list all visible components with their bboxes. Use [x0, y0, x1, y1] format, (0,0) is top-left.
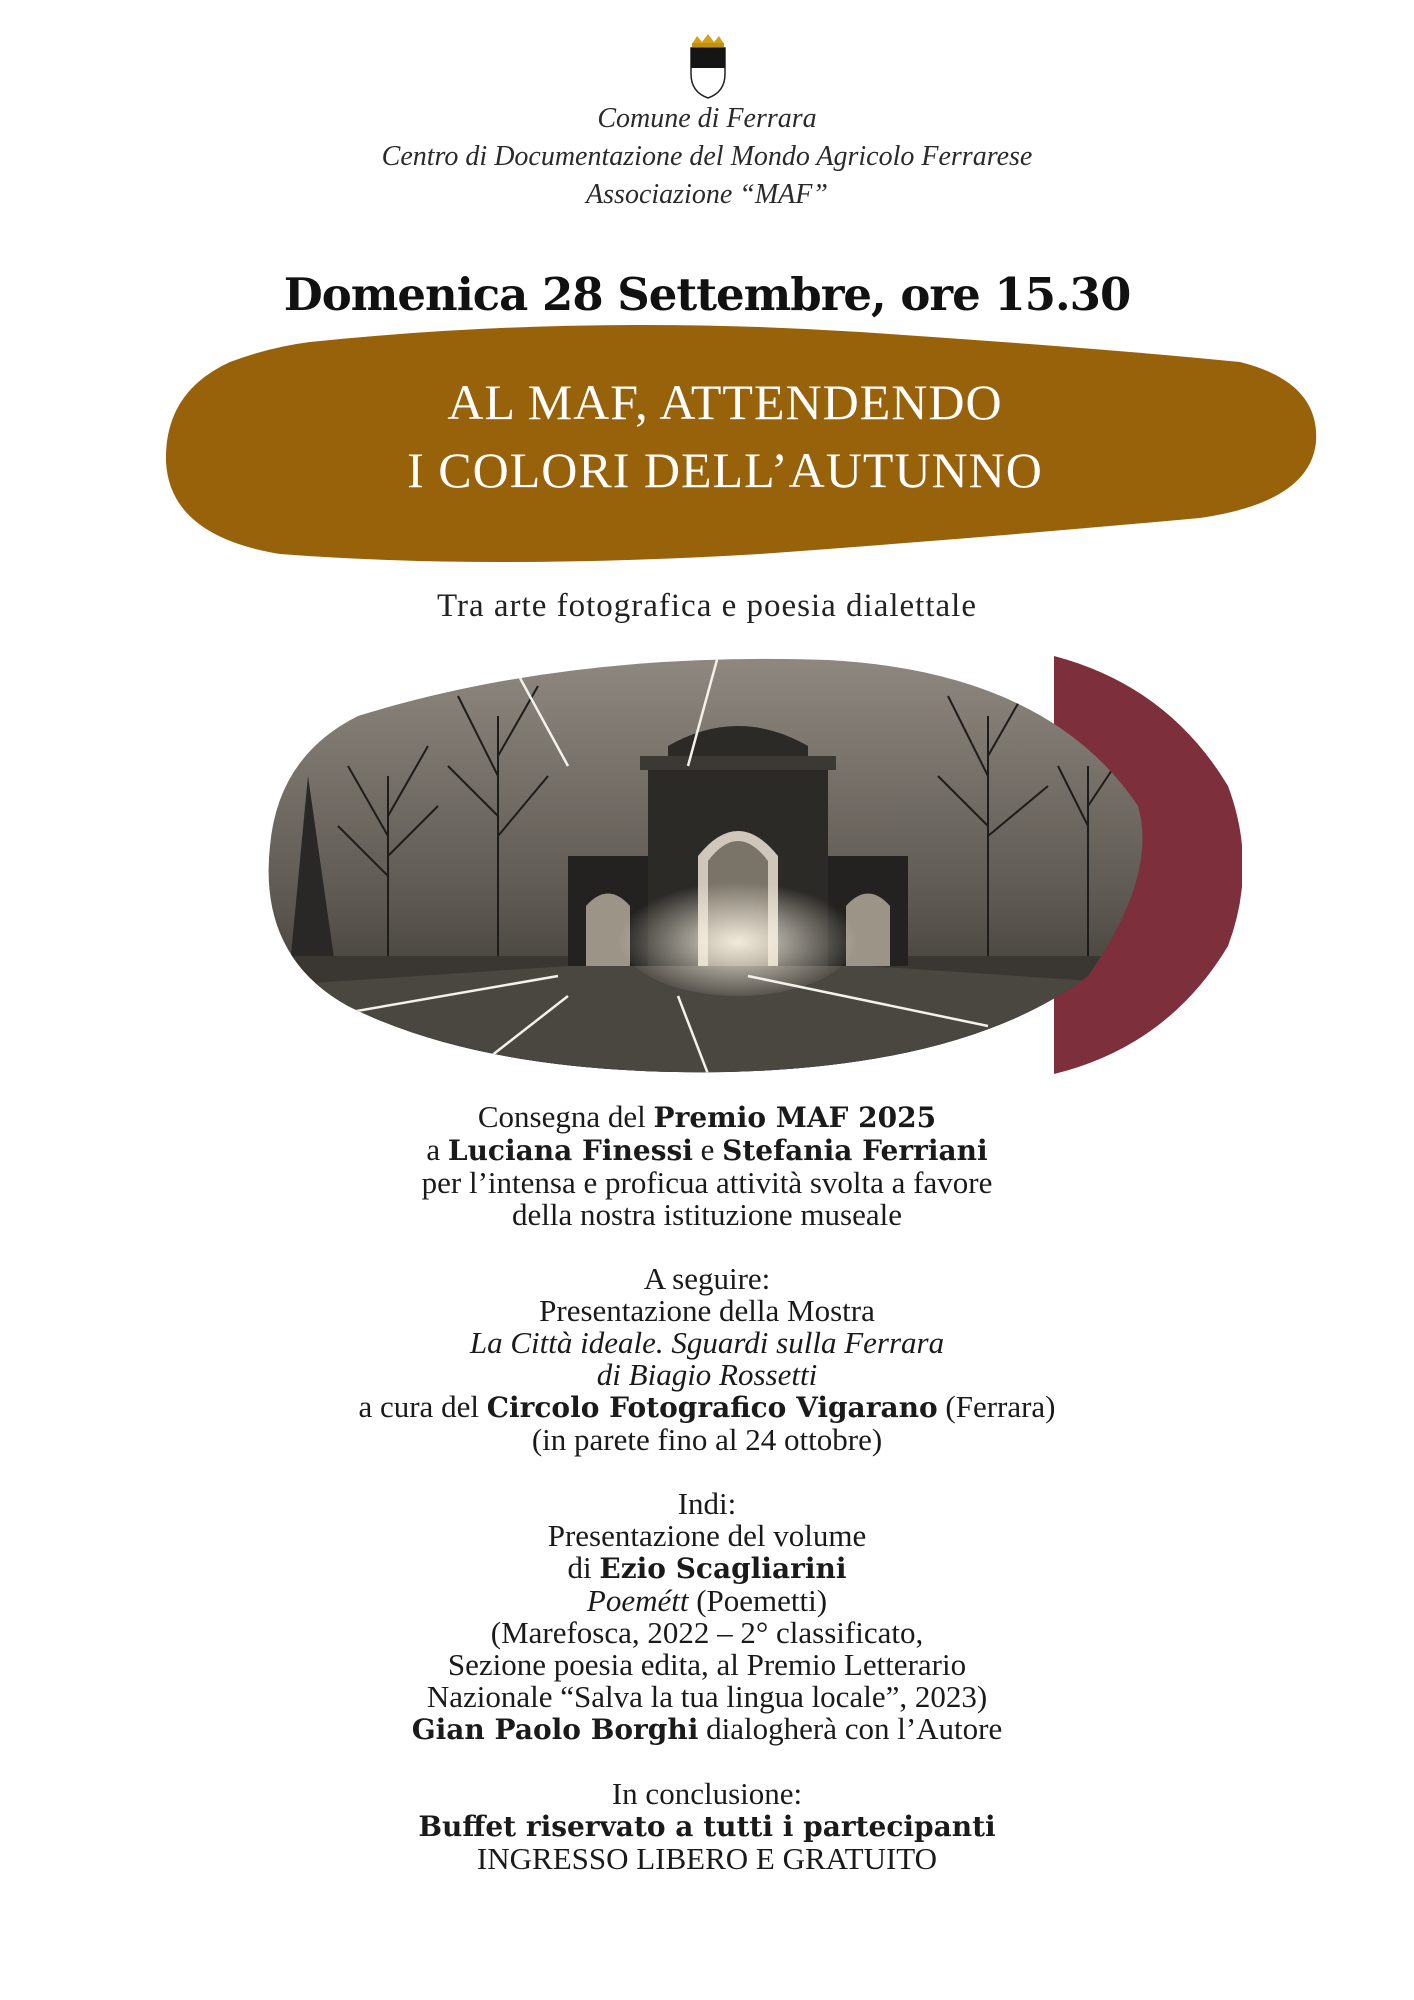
exhibition-dates: (in parete fino al 24 ottobre) — [531, 1422, 883, 1457]
exhibition-curator: a cura del Circolo Fotografico Vigarano (Ferrara) — [358, 1389, 1056, 1424]
organizer-comune: Comune di Ferrara — [597, 103, 817, 134]
award-line-3: per l’intensa e proficua attività svolta a favore — [421, 1165, 993, 1200]
award-line-1: Consegna del Premio MAF 2025 — [477, 1099, 937, 1134]
closing-line-1: In conclusione: — [611, 1776, 803, 1811]
book-line-2: Presentazione del volume — [547, 1518, 867, 1553]
ferrara-crest-icon — [688, 34, 728, 100]
book-info-2: Sezione poesia edita, al Premio Letterario — [447, 1647, 967, 1682]
event-date: Domenica 28 Settembre, ore 15.30 — [283, 268, 1131, 321]
porta-photo — [268, 656, 1242, 1074]
closing-entry: INGRESSO LIBERO E GRATUITO — [476, 1841, 938, 1876]
event-title — [160, 368, 1290, 504]
organizer-centro: Centro di Documentazione del Mondo Agricolo Ferrarese — [381, 141, 1033, 172]
exhibition-line-1: A seguire: — [643, 1261, 771, 1296]
book-info-3: Nazionale “Salva la tua lingua locale”, 2023) — [426, 1679, 988, 1714]
organizers-header — [0, 100, 1414, 214]
exhibition-title-line-2: di Biagio Rossetti — [596, 1357, 818, 1392]
event-title-line2: I COLORI DELL’AUTUNNO — [407, 442, 1043, 498]
event-subtitle: Tra arte fotografica e poesia dialettale — [437, 588, 977, 624]
award-line-4: della nostra istituzione museale — [512, 1197, 902, 1232]
program-text — [0, 1101, 1414, 1875]
award-line-2: a Luciana Finessi e Stefania Ferriani — [426, 1132, 988, 1167]
book-line-1: Indi: — [677, 1486, 737, 1521]
exhibition-title-line-1: La Città ideale. Sguardi sulla Ferrara — [469, 1325, 945, 1360]
exhibition-line-2: Presentazione della Mostra — [539, 1293, 875, 1328]
organizer-associazione: Associazione “MAF” — [586, 179, 828, 210]
book-title: Poemétt (Poemetti) — [586, 1583, 828, 1618]
closing-buffet: Buffet riservato a tutti i partecipanti — [418, 1810, 996, 1843]
book-info-1: (Marefosca, 2022 – 2° classificato, — [490, 1615, 924, 1650]
book-dialogue: Gian Paolo Borghi dialogherà con l’Autore — [411, 1711, 1003, 1746]
event-title-line1: AL MAF, ATTENDENDO — [447, 374, 1003, 430]
book-author: di Ezio Scagliarini — [567, 1550, 847, 1585]
